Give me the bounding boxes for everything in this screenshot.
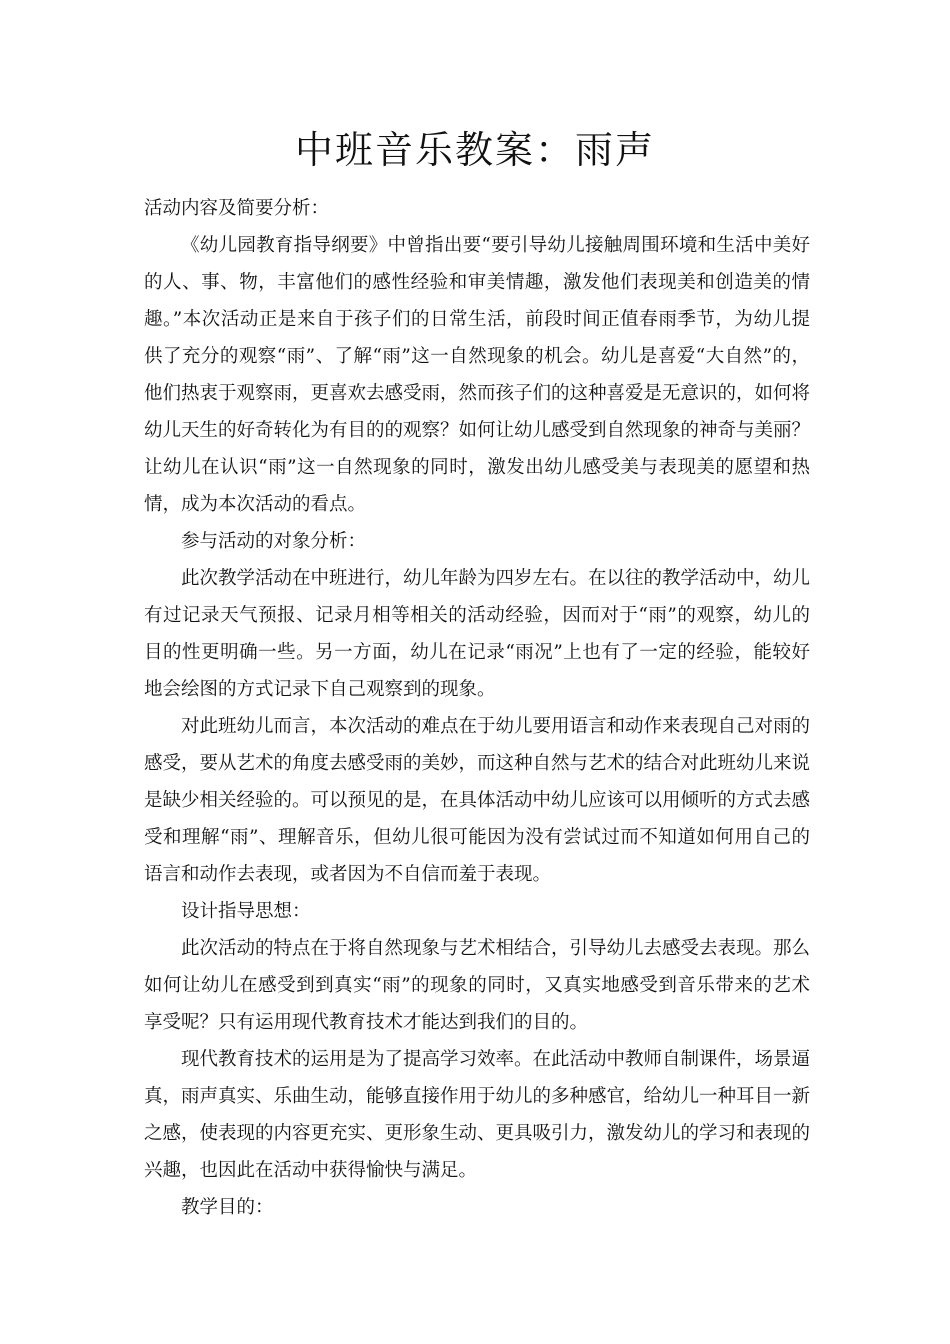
paragraph-difficulty-analysis: 对此班幼儿而言，本次活动的难点在于幼儿要用语言和动作来表现自己对雨的感受，要从艺术的角度去感受雨的美妙，而这种自然与艺术的结合对此班幼儿来说是缺少相关经验的。可以预见的是，在具体活动中幼儿应该可以用倾听的方式去感受和理解“雨”、理解音乐，但幼儿很可能因为没有尝试过而不知道如何用自己的语言和动作去表现，或者因为不自信而羞于表现。 — [144, 716, 811, 885]
paragraph-participant-analysis: 此次教学活动在中班进行，幼儿年龄为四岁左右。在以往的教学活动中，幼儿有过记录天气预报、记录月相等相关的活动经验，因而对于“雨”的观察，幼儿的目的性更明确一些。另一方面，幼儿在记录“雨况”上也有了一定的经验，能较好地会绘图的方式记录下自己观察到的现象。 — [144, 568, 811, 700]
document-body — [144, 190, 810, 1226]
paragraph-education-technology: 现代教育技术的运用是为了提高学习效率。在此活动中教师自制课件，场景逼真，雨声真实、乐曲生动，能够直接作用于幼儿的多种感官，给幼儿一种耳目一新之感，使表现的内容更充实、更形象生动、更具吸引力，激发幼儿的学习和表现的兴趣，也因此在活动中获得愉快与满足。 — [144, 1049, 811, 1181]
paragraph-activity-analysis: 《幼儿园教育指导纲要》中曾指出要“要引导幼儿接触周围环境和生活中美好的人、事、物，丰富他们的感性经验和审美情趣，激发他们表现美和创造美的情趣。”本次活动正是来自于孩子们的日常生活，前段时间正值春雨季节，为幼儿提供了充分的观察“雨”、了解“雨”这一自然现象的机会。幼儿是喜爱“大自然”的，他们热衷于观察雨，更喜欢去感受雨，然而孩子们的这种喜爱是无意识的，如何将幼儿天生的好奇转化为有目的的观察？如何让幼儿感受到自然现象的神奇与美丽？让幼儿在认识“雨”这一自然现象的同时，激发出幼儿感受美与表现美的愿望和热情，成为本次活动的看点。 — [144, 235, 811, 515]
section-heading-teaching-goals: 教学目的： — [181, 1197, 274, 1218]
paragraph-design-guidance: 此次活动的特点在于将自然现象与艺术相结合，引导幼儿去感受去表现。那么如何让幼儿在感受到到真实“雨”的现象的同时，又真实地感受到音乐带来的艺术享受呢？只有运用现代教育技术才能达到我们的目的。 — [144, 938, 811, 1033]
section-heading-activity-content: 活动内容及简要分析： — [144, 198, 330, 219]
section-heading-design-guidance: 设计指导思想： — [181, 901, 311, 922]
section-heading-participant-analysis: 参与活动的对象分析： — [181, 531, 367, 552]
document-title: 中班音乐教案：雨声 — [294, 128, 655, 172]
